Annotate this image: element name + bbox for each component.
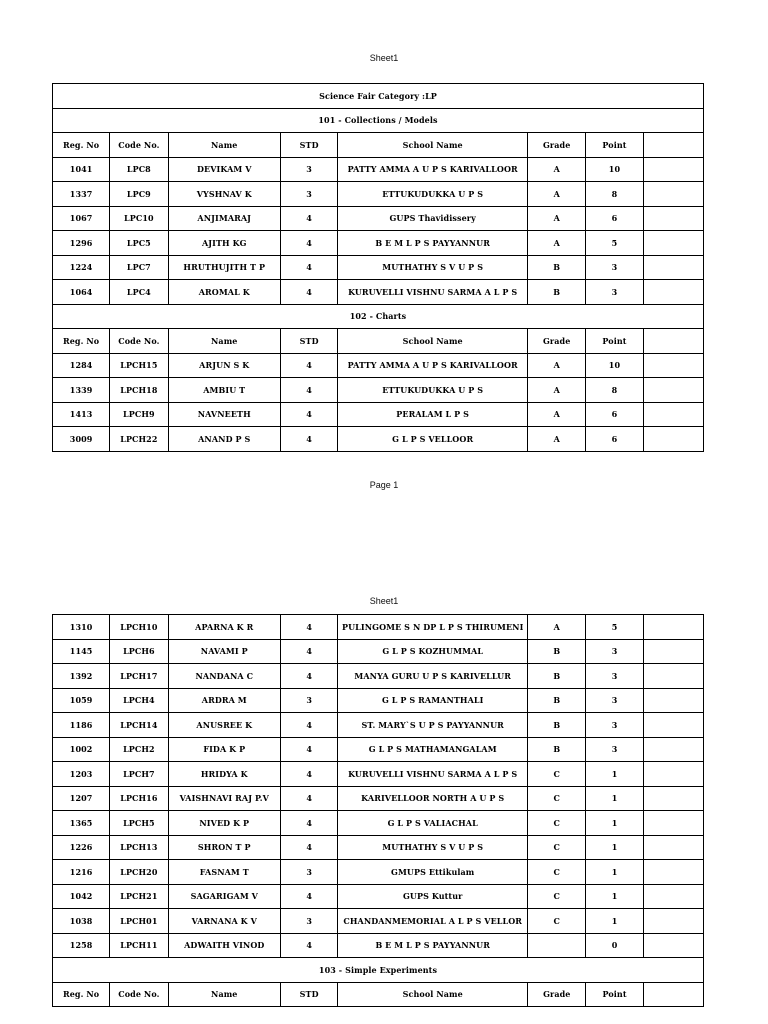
point-cell: 3 [586,255,643,280]
grade-cell: B [528,664,586,689]
code-no-cell: LPCH6 [110,639,168,664]
point-cell: 3 [586,737,643,762]
std-cell: 3 [281,909,338,934]
code-no-cell: LPC5 [110,231,168,256]
table-row [53,811,704,836]
section-heading: 102 - Charts [53,304,704,329]
name-cell: NAVAMI P [168,639,281,664]
code-no-cell: LPCH9 [110,402,168,427]
empty-cell [643,329,703,354]
std-cell: 4 [281,639,338,664]
std-cell: 4 [281,713,338,738]
grade-cell: A [528,402,586,427]
reg-no-cell: 1041 [53,157,110,182]
grade-cell: B [528,280,586,305]
code-no-cell: LPCH7 [110,762,168,787]
code-no-cell: LPCH17 [110,664,168,689]
grade-cell: C [528,835,586,860]
column-header: Reg. No [53,329,110,354]
sheet-label: Sheet1 [369,53,399,63]
name-cell: AJITH KG [168,231,281,256]
reg-no-cell: 1284 [53,353,110,378]
school-name-cell: B E M L P S PAYYANNUR [338,933,528,958]
std-cell: 4 [281,353,338,378]
grade-cell: A [528,353,586,378]
column-header: Reg. No [53,982,110,1007]
point-cell: 10 [586,353,643,378]
column-header: School Name [338,982,528,1007]
reg-no-cell: 1002 [53,737,110,762]
column-header: Code No. [110,329,168,354]
point-cell: 1 [586,811,643,836]
point-cell: 6 [586,427,643,452]
school-name-cell: GUPS Kuttur [338,884,528,909]
point-cell: 10 [586,157,643,182]
reg-no-cell: 1258 [53,933,110,958]
empty-cell [643,639,703,664]
name-cell: AMBIU T [168,378,281,403]
table-title-row [53,84,704,109]
school-name-cell: KARIVELLOOR NORTH A U P S [338,786,528,811]
name-cell: SAGARIGAM V [168,884,281,909]
school-name-cell: PATTY AMMA A U P S KARIVALLOOR [338,353,528,378]
reg-no-cell: 1067 [53,206,110,231]
empty-cell [643,811,703,836]
table-row [53,157,704,182]
table-row [53,688,704,713]
std-cell: 4 [281,427,338,452]
results-table-page1 [52,83,704,452]
std-cell: 4 [281,786,338,811]
school-name-cell: MUTHATHY S V U P S [338,255,528,280]
column-header: Reg. No [53,133,110,158]
empty-cell [643,737,703,762]
grade-cell: C [528,884,586,909]
std-cell: 4 [281,835,338,860]
code-no-cell: LPCH10 [110,615,168,640]
table-row [53,427,704,452]
column-header: Grade [528,329,586,354]
school-name-cell: PATTY AMMA A U P S KARIVALLOOR [338,157,528,182]
empty-cell [643,206,703,231]
empty-cell [643,982,703,1007]
column-header: STD [281,982,338,1007]
point-cell: 1 [586,860,643,885]
empty-cell [643,713,703,738]
code-no-cell: LPCH16 [110,786,168,811]
grade-cell: C [528,762,586,787]
point-cell: 0 [586,933,643,958]
point-cell: 1 [586,909,643,934]
empty-cell [643,231,703,256]
section-heading: 103 - Simple Experiments [53,958,704,983]
table-row [53,182,704,207]
grade-cell: B [528,737,586,762]
empty-cell [643,688,703,713]
grade-cell: B [528,713,586,738]
grade-cell: C [528,786,586,811]
std-cell: 4 [281,615,338,640]
point-cell: 1 [586,835,643,860]
name-cell: VYSHNAV K [168,182,281,207]
point-cell: 3 [586,713,643,738]
table-row [53,206,704,231]
std-cell: 3 [281,182,338,207]
reg-no-cell: 1365 [53,811,110,836]
school-name-cell: ETTUKUDUKKA U P S [338,378,528,403]
reg-no-cell: 1059 [53,688,110,713]
code-no-cell: LPC9 [110,182,168,207]
section-heading-row [53,958,704,983]
code-no-cell: LPC10 [110,206,168,231]
grade-cell: A [528,378,586,403]
school-name-cell: MUTHATHY S V U P S [338,835,528,860]
school-name-cell: ETTUKUDUKKA U P S [338,182,528,207]
table-row [53,933,704,958]
code-no-cell: LPCH22 [110,427,168,452]
table-row [53,615,704,640]
grade-cell: B [528,639,586,664]
std-cell: 4 [281,378,338,403]
table-row [53,402,704,427]
school-name-cell: G L P S KOZHUMMAL [338,639,528,664]
column-header: School Name [338,133,528,158]
point-cell: 1 [586,762,643,787]
page-number: Page 1 [369,480,399,490]
point-cell: 3 [586,280,643,305]
std-cell: 4 [281,762,338,787]
name-cell: VAISHNAVI RAJ P.V [168,786,281,811]
name-cell: APARNA K R [168,615,281,640]
point-cell: 1 [586,786,643,811]
grade-cell: B [528,255,586,280]
std-cell: 4 [281,811,338,836]
empty-cell [643,402,703,427]
grade-cell [528,933,586,958]
point-cell: 6 [586,206,643,231]
name-cell: NANDANA C [168,664,281,689]
school-name-cell: GUPS Thavidissery [338,206,528,231]
reg-no-cell: 1207 [53,786,110,811]
empty-cell [643,762,703,787]
code-no-cell: LPCH11 [110,933,168,958]
column-header: School Name [338,329,528,354]
std-cell: 4 [281,664,338,689]
school-name-cell: KURUVELLI VISHNU SARMA A L P S [338,762,528,787]
std-cell: 4 [281,206,338,231]
empty-cell [643,664,703,689]
reg-no-cell: 1203 [53,762,110,787]
column-header-row [53,133,704,158]
reg-no-cell: 1224 [53,255,110,280]
school-name-cell: B E M L P S PAYYANNUR [338,231,528,256]
point-cell: 3 [586,664,643,689]
empty-cell [643,909,703,934]
name-cell: ARJUN S K [168,353,281,378]
std-cell: 4 [281,231,338,256]
code-no-cell: LPC8 [110,157,168,182]
table-row [53,884,704,909]
empty-cell [643,255,703,280]
reg-no-cell: 1064 [53,280,110,305]
name-cell: ANJIMARAJ [168,206,281,231]
empty-cell [643,933,703,958]
code-no-cell: LPC7 [110,255,168,280]
reg-no-cell: 1413 [53,402,110,427]
school-name-cell: CHANDANMEMORIAL A L P S VELLOR [338,909,528,934]
school-name-cell: ST. MARY`S U P S PAYYANNUR [338,713,528,738]
empty-cell [643,133,703,158]
name-cell: HRUTHUJITH T P [168,255,281,280]
code-no-cell: LPCH14 [110,713,168,738]
reg-no-cell: 1216 [53,860,110,885]
code-no-cell: LPCH4 [110,688,168,713]
name-cell: ANUSREE K [168,713,281,738]
table-row [53,280,704,305]
school-name-cell: GMUPS Ettikulam [338,860,528,885]
point-cell: 5 [586,615,643,640]
column-header: Point [586,133,643,158]
code-no-cell: LPCH15 [110,353,168,378]
reg-no-cell: 1038 [53,909,110,934]
table-row [53,909,704,934]
point-cell: 8 [586,378,643,403]
column-header: Grade [528,982,586,1007]
school-name-cell: KURUVELLI VISHNU SARMA A L P S [338,280,528,305]
school-name-cell: G L P S VALIACHAL [338,811,528,836]
column-header: Code No. [110,133,168,158]
std-cell: 3 [281,157,338,182]
name-cell: ADWAITH VINOD [168,933,281,958]
grade-cell: C [528,909,586,934]
name-cell: ANAND P S [168,427,281,452]
point-cell: 3 [586,639,643,664]
empty-cell [643,157,703,182]
column-header: Name [168,982,281,1007]
column-header: Grade [528,133,586,158]
reg-no-cell: 1186 [53,713,110,738]
empty-cell [643,860,703,885]
grade-cell: A [528,427,586,452]
name-cell: ARDRA M [168,688,281,713]
grade-cell: C [528,860,586,885]
table-title: Science Fair Category :LP [53,84,704,109]
table-row [53,378,704,403]
point-cell: 1 [586,884,643,909]
school-name-cell: G L P S MATHAMANGALAM [338,737,528,762]
table-row [53,762,704,787]
reg-no-cell: 3009 [53,427,110,452]
empty-cell [643,353,703,378]
column-header: STD [281,329,338,354]
column-header: Name [168,133,281,158]
column-header: STD [281,133,338,158]
grade-cell: A [528,231,586,256]
table-row [53,713,704,738]
code-no-cell: LPCH01 [110,909,168,934]
table-row [53,835,704,860]
code-no-cell: LPCH21 [110,884,168,909]
std-cell: 4 [281,255,338,280]
column-header-row [53,329,704,354]
name-cell: DEVIKAM V [168,157,281,182]
reg-no-cell: 1337 [53,182,110,207]
name-cell: NAVNEETH [168,402,281,427]
std-cell: 4 [281,737,338,762]
name-cell: AROMAL K [168,280,281,305]
table-row [53,737,704,762]
code-no-cell: LPCH5 [110,811,168,836]
name-cell: SHRON T P [168,835,281,860]
name-cell: VARNANA K V [168,909,281,934]
reg-no-cell: 1042 [53,884,110,909]
empty-cell [643,378,703,403]
code-no-cell: LPCH2 [110,737,168,762]
reg-no-cell: 1392 [53,664,110,689]
table-row [53,639,704,664]
column-header: Point [586,982,643,1007]
column-header: Name [168,329,281,354]
section-heading-row [53,304,704,329]
point-cell: 6 [586,402,643,427]
reg-no-cell: 1226 [53,835,110,860]
table-row [53,664,704,689]
empty-cell [643,182,703,207]
name-cell: FASNAM T [168,860,281,885]
grade-cell: A [528,615,586,640]
section-heading: 101 - Collections / Models [53,108,704,133]
column-header-row [53,982,704,1007]
school-name-cell: G L P S VELLOOR [338,427,528,452]
point-cell: 5 [586,231,643,256]
school-name-cell: G L P S RAMANTHALI [338,688,528,713]
table-row [53,255,704,280]
table-row [53,860,704,885]
section-heading-row [53,108,704,133]
name-cell: NIVED K P [168,811,281,836]
code-no-cell: LPCH18 [110,378,168,403]
name-cell: FIDA K P [168,737,281,762]
school-name-cell: PERALAM L P S [338,402,528,427]
reg-no-cell: 1310 [53,615,110,640]
point-cell: 8 [586,182,643,207]
std-cell: 4 [281,884,338,909]
sheet-label: Sheet1 [369,596,399,606]
std-cell: 3 [281,688,338,713]
table-row [53,786,704,811]
empty-cell [643,280,703,305]
empty-cell [643,615,703,640]
column-header: Point [586,329,643,354]
std-cell: 4 [281,402,338,427]
grade-cell: A [528,206,586,231]
std-cell: 3 [281,860,338,885]
code-no-cell: LPCH20 [110,860,168,885]
grade-cell: B [528,688,586,713]
reg-no-cell: 1145 [53,639,110,664]
std-cell: 4 [281,933,338,958]
grade-cell: A [528,157,586,182]
reg-no-cell: 1339 [53,378,110,403]
table-row [53,353,704,378]
grade-cell: A [528,182,586,207]
table-row [53,231,704,256]
empty-cell [643,786,703,811]
reg-no-cell: 1296 [53,231,110,256]
point-cell: 3 [586,688,643,713]
results-table-page2 [52,614,704,1007]
name-cell: HRIDYA K [168,762,281,787]
code-no-cell: LPCH13 [110,835,168,860]
school-name-cell: PULINGOME S N DP L P S THIRUMENI [338,615,528,640]
empty-cell [643,884,703,909]
code-no-cell: LPC4 [110,280,168,305]
empty-cell [643,427,703,452]
std-cell: 4 [281,280,338,305]
empty-cell [643,835,703,860]
column-header: Code No. [110,982,168,1007]
grade-cell: C [528,811,586,836]
school-name-cell: MANYA GURU U P S KARIVELLUR [338,664,528,689]
